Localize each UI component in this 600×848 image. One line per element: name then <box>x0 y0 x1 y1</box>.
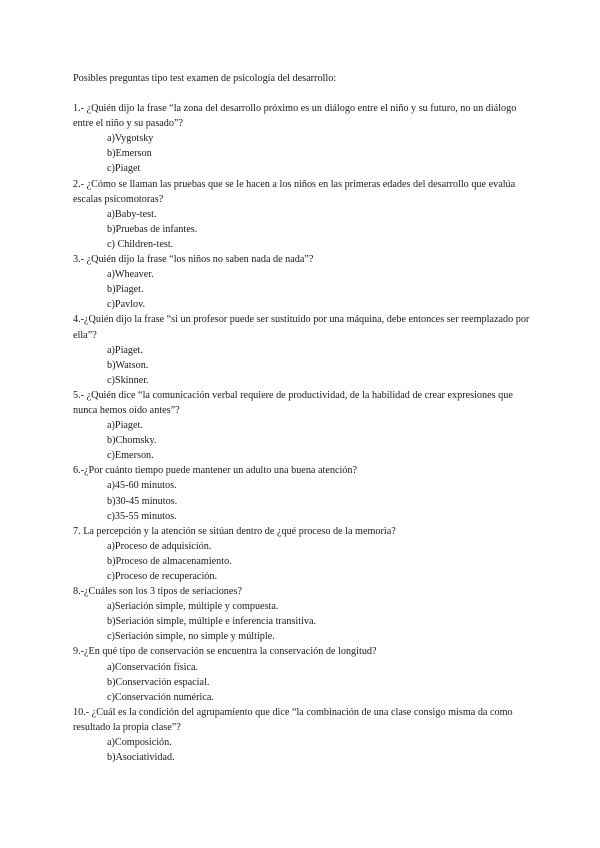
answer-option: c)Proceso de recuperación. <box>107 571 218 582</box>
answer-option: a)Vygotsky <box>107 133 154 145</box>
question-1 <box>73 101 533 176</box>
answer-option: a)Wheaver. <box>107 269 154 281</box>
question-9 <box>73 644 533 704</box>
answer-options <box>73 418 533 463</box>
answer-options <box>73 478 533 523</box>
answer-option: a)Conservación física. <box>107 661 199 673</box>
answer-option: b)Seriación simple, múltiple e inferencia transitiva. <box>107 616 317 628</box>
answer-option: b)Piaget. <box>107 284 144 296</box>
answer-option: b)Chomsky. <box>107 435 157 447</box>
answer-option: b)30-45 minutos. <box>107 495 178 507</box>
question-10 <box>73 705 533 765</box>
answer-option: c)Skinner. <box>107 374 149 386</box>
answer-option: c)35-55 minutos. <box>107 510 177 522</box>
answer-options <box>73 131 533 176</box>
answer-option: b)Pruebas de infantes. <box>107 223 198 235</box>
answer-option: c)Conservación numérica. <box>107 691 214 703</box>
document-title: Posibles preguntas tipo test examen de psicología del desarrollo: <box>73 73 337 84</box>
answer-option: a)Composición. <box>107 737 172 749</box>
question-text: 2.- ¿Cómo se llaman las pruebas que se le hacen a los niños en las primeras edades del desarrollo que evalúa escalas psicomotoras? <box>73 178 516 205</box>
question-8 <box>73 584 533 644</box>
question-6 <box>73 463 533 523</box>
answer-options <box>73 735 533 765</box>
answer-option: a)Piaget. <box>107 344 143 356</box>
question-5 <box>73 388 533 463</box>
answer-options <box>73 660 533 705</box>
answer-option: b)Watson. <box>107 359 149 371</box>
answer-option: a)Seriación simple, múltiple y compuesta. <box>107 601 279 613</box>
answer-option: b)Emerson <box>107 148 152 160</box>
answer-option: c) Children-test. <box>107 238 174 250</box>
question-text: 10.- ¿Cuál es la condición del agrupamiento que dice “la combinación de una clase consigo misma da como resultado la propia clase”? <box>73 706 513 733</box>
question-3 <box>73 252 533 312</box>
answer-options <box>73 343 533 388</box>
question-list <box>73 101 533 765</box>
question-text: 3.- ¿Quién dijo la frase “los niños no saben nada de nada”? <box>73 254 314 266</box>
answer-options <box>73 599 533 644</box>
answer-option: a)45-60 minutos. <box>107 480 177 492</box>
answer-option: c)Seriación simple, no simple y múltiple. <box>107 631 275 643</box>
answer-options <box>73 539 533 584</box>
answer-option: a)Piaget. <box>107 420 143 432</box>
answer-option: b)Asociatividad. <box>107 752 175 764</box>
question-text: 6.-¿Por cuánto tiempo puede mantener un adulto una buena atención? <box>73 465 358 477</box>
question-text: 1.- ¿Quién dijo la frase “la zona del desarrollo próximo es un diálogo entre el niño y su futuro, no un diálogo entre el niño y su pasado”? <box>73 103 517 130</box>
answer-option: c)Emerson. <box>107 450 154 462</box>
answer-option: a)Baby-test. <box>107 208 157 220</box>
answer-option: b)Proceso de almacenamiento. <box>107 555 232 567</box>
question-text: 7. La percepción y la atención se sitúan dentro de ¿qué proceso de la memoria? <box>73 525 396 537</box>
answer-options <box>73 207 533 252</box>
question-7 <box>73 524 533 584</box>
answer-option: a)Proceso de adquisición. <box>107 540 212 552</box>
question-text: 4.-¿Quién dijo la frase “si un profesor puede ser sustituido por una máquina, debe entonces ser reemplazado por ella”? <box>73 314 530 341</box>
answer-options <box>73 267 533 312</box>
answer-option: c)Pavlov. <box>107 299 146 311</box>
document-body <box>73 71 533 765</box>
question-2 <box>73 177 533 252</box>
question-text: 5.- ¿Quién dice “la comunicación verbal requiere de productividad, de la habilidad de crear expresiones que nunca hemos oído antes”? <box>73 389 513 416</box>
answer-option: c)Piaget <box>107 163 141 175</box>
answer-option: b)Conservación espacial. <box>107 676 210 688</box>
question-text: 9.-¿En qué tipo de conservación se encuentra la conservación de longitud? <box>73 646 377 658</box>
question-4 <box>73 312 533 387</box>
question-text: 8.-¿Cuáles son los 3 tipos de seriaciones? <box>73 586 242 598</box>
